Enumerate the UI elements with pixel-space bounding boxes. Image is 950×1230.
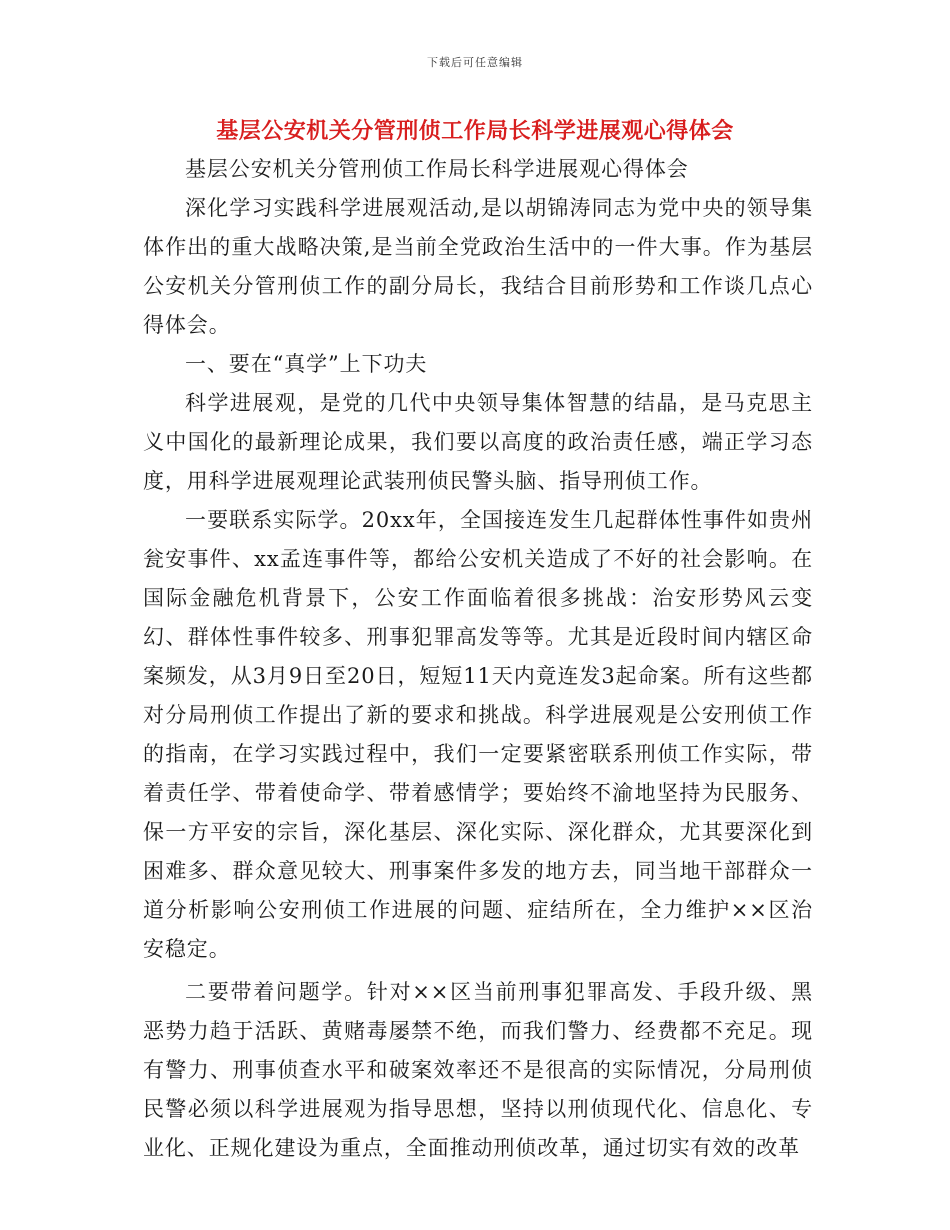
- header-note: 下载后可任意编辑: [427, 56, 523, 69]
- section-heading-1: 一、要在“真学”上下功夫: [185, 352, 428, 376]
- document-body: [143, 150, 813, 1168]
- paragraph-point-2: 二要带着问题学。针对××区当前刑事犯罪高发、手段升级、黑恶势力趋于活跃、黄赌毒屡禁不绝，而我们警力、经费都不充足。现有警力、刑事侦查水平和破案效率还不是很高的实际情况，分局刑侦民警必须以科学进展观为指导思想，坚持以刑侦现代化、信息化、专业化、正规化建设为重点，全面推动刑侦改革，通过切实有效的改革: [143, 980, 813, 1160]
- paragraph-intro: 深化学习实践科学进展观活动,是以胡锦涛同志为党中央的领导集体作出的重大战略决策,是当前全党政治生活中的一件大事。作为基层公安机关分管刑侦工作的副分局长，我结合目前形势和工作谈几点心得体会。: [143, 196, 813, 337]
- paragraph-section-1: 科学进展观，是党的几代中央领导集体智慧的结晶，是马克思主义中国化的最新理论成果，我们要以高度的政治责任感，端正学习态度，用科学进展观理论武装刑侦民警头脑、指导刑侦工作。: [143, 391, 813, 493]
- paragraph-subtitle: 基层公安机关分管刑侦工作局长科学进展观心得体会: [185, 157, 689, 181]
- document-title: 基层公安机关分管刑侦工作局长科学进展观心得体会: [216, 118, 734, 144]
- paragraph-point-1: 一要联系实际学。20xx年，全国接连发生几起群体性事件如贵州瓮安事件、xx孟连事件等，都给公安机关造成了不好的社会影响。在国际金融危机背景下，公安工作面临着很多挑战：治安形势风云变幻、群体性事件较多、刑事犯罪高发等等。尤其是近段时间内辖区命案频发，从3月9日至20日，短短11天内竟连发3起命案。所有这些都对分局刑侦工作提出了新的要求和挑战。科学进展观是公安刑侦工作的指南，在学习实践过程中，我们一定要紧密联系刑侦工作实际，带着责任学、带着使命学、带着感情学；要始终不渝地坚持为民服务、保一方平安的宗旨，深化基层、深化实际、深化群众，尤其要深化到困难多、群众意见较大、刑事案件多发的地方去，同当地干部群众一道分析影响公安刑侦工作进展的问题、症结所在，全力维护××区治安稳定。: [143, 508, 813, 961]
